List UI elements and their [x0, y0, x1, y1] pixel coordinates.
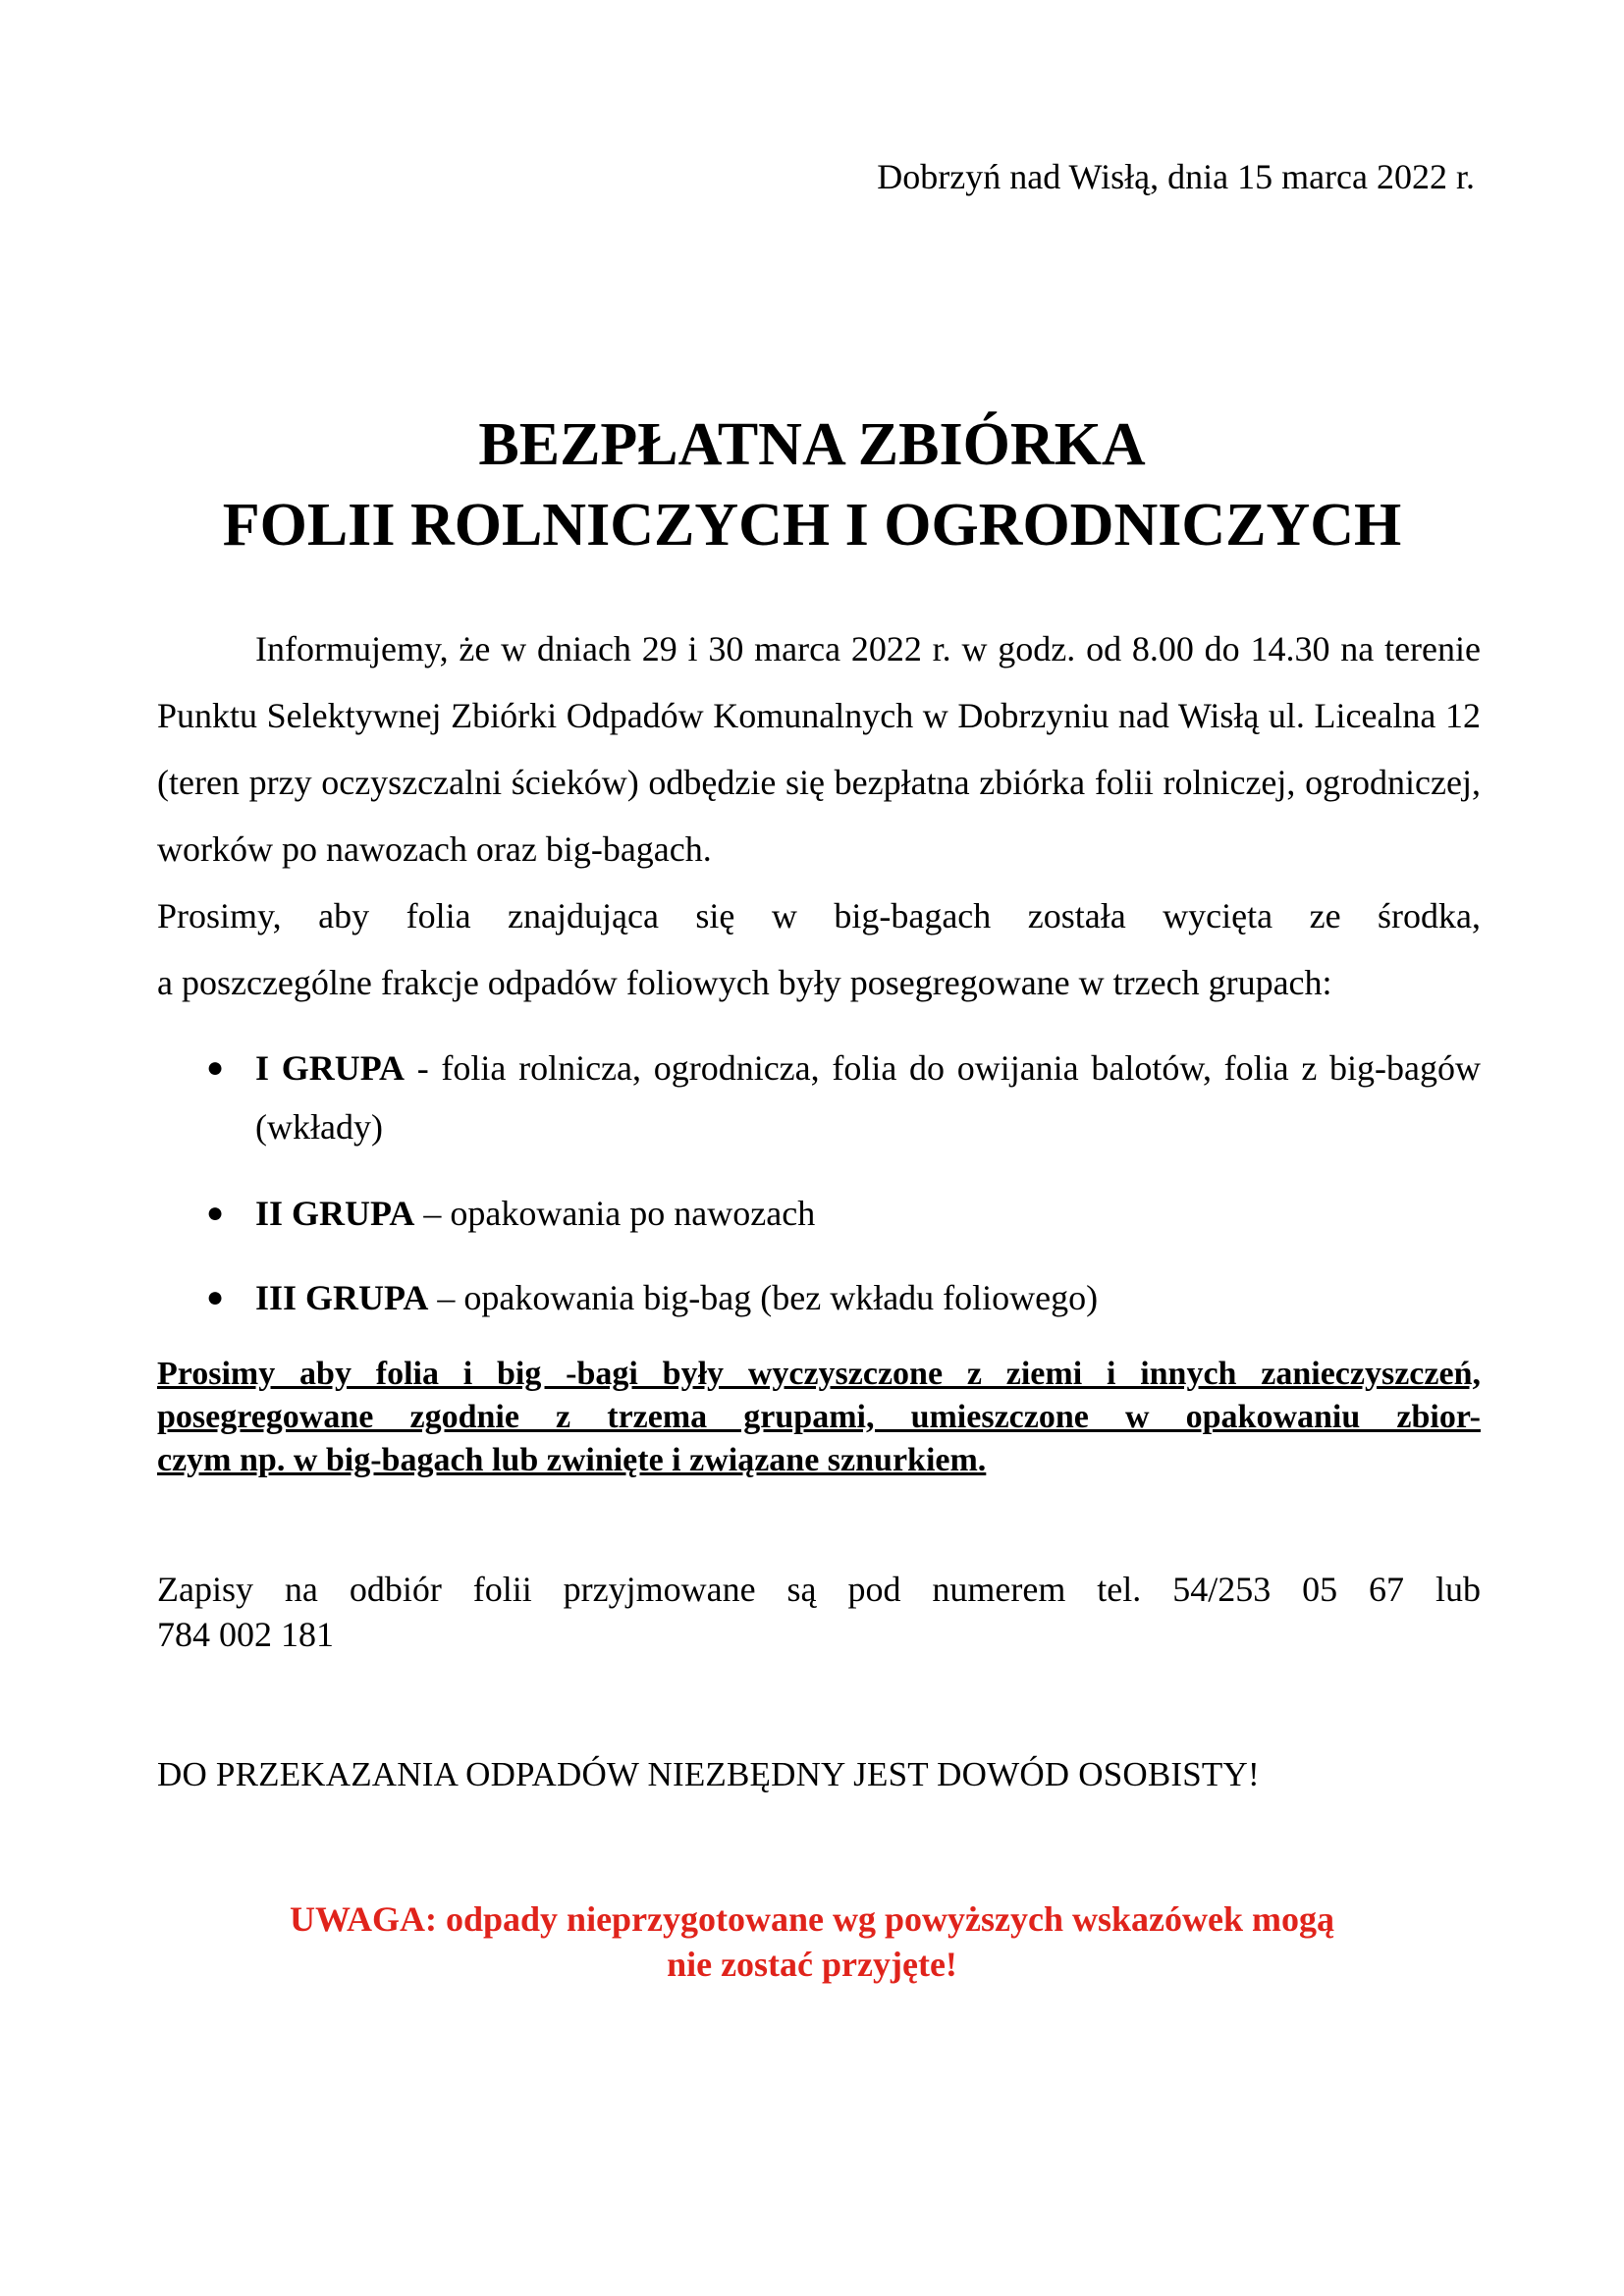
title-line-2: FOLII ROLNICZYCH I OGRODNICZYCH [222, 492, 1402, 559]
list-item [157, 1184, 1481, 1243]
group-description: - folia rolnicza, ogrodnicza, folia do owijania balotów, folia z big-bagów (wkłady) [255, 1048, 1481, 1147]
warning-line-2: nie zostać przyjęte! [667, 1945, 957, 1984]
list-item [157, 1039, 1481, 1156]
intro-paragraph: Informujemy, że w dniach 29 i 30 marca 2022 r. w godz. od 8.00 do 14.30 na terenie Punktu Selektywnej Zbiórki Odpadów Komunalnych w Dobrzyniu nad Wisłą ul. Licealna 12 (teren przy oczyszczalni ścieków) odbędzie się bezpłatna zbiórka folii rolniczej, ogrodniczej, worków po nawozach oraz big-bagach. [157, 629, 1481, 869]
notice-line-1: Prosimy aby folia i big -bagi były wyczyszczone z ziemi i innych zanieczyszczeń, [157, 1356, 1481, 1392]
request-line-1: Prosimy, aby folia znajdująca się w big-bagach została wycięta ze środka, [157, 896, 1481, 935]
request-line-2: a poszczególne frakcje odpadów foliowych były posegregowane w trzech grupach: [157, 963, 1332, 1002]
warning-line-1: UWAGA: odpady nieprzygotowane wg powyższych wskazówek mogą [289, 1899, 1334, 1939]
page-title [0, 404, 1624, 565]
bullet-icon: ● [206, 1197, 225, 1229]
notice-line-2: posegregowane zgodnie z trzema grupami, umieszczone w opakowaniu zbior- [157, 1399, 1481, 1435]
preparation-notice [157, 1353, 1481, 1482]
contact-line-2: 784 002 181 [157, 1615, 334, 1654]
group-name: II GRUPA [255, 1194, 415, 1233]
title-line-1: BEZPŁATNA ZBIÓRKA [478, 411, 1146, 478]
id-requirement-note: DO PRZEKAZANIA ODPADÓW NIEZBĘDNY JEST DOWÓD OSOBISTY! [157, 1755, 1260, 1793]
bullet-icon: ● [206, 1051, 225, 1084]
bullet-icon: ● [206, 1281, 225, 1313]
group-description: – opakowania big-bag (bez wkładu foliowego) [428, 1278, 1099, 1317]
groups-list [157, 1039, 1481, 1327]
group-name: I GRUPA [255, 1048, 406, 1088]
contact-line-1: Zapisy na odbiór folii przyjmowane są pod numerem tel. 54/253 05 67 lub [157, 1570, 1481, 1609]
list-item [157, 1268, 1481, 1327]
request-paragraph [157, 882, 1481, 1016]
date-line: Dobrzyń nad Wisłą, dnia 15 marca 2022 r. [877, 157, 1475, 196]
notice-line-3: czym np. w big-bagach lub zwinięte i związane sznurkiem. [157, 1442, 987, 1478]
group-name: III GRUPA [255, 1278, 429, 1317]
warning-note [0, 1896, 1624, 1987]
group-description: – opakowania po nawozach [414, 1194, 816, 1233]
contact-paragraph [157, 1567, 1481, 1657]
